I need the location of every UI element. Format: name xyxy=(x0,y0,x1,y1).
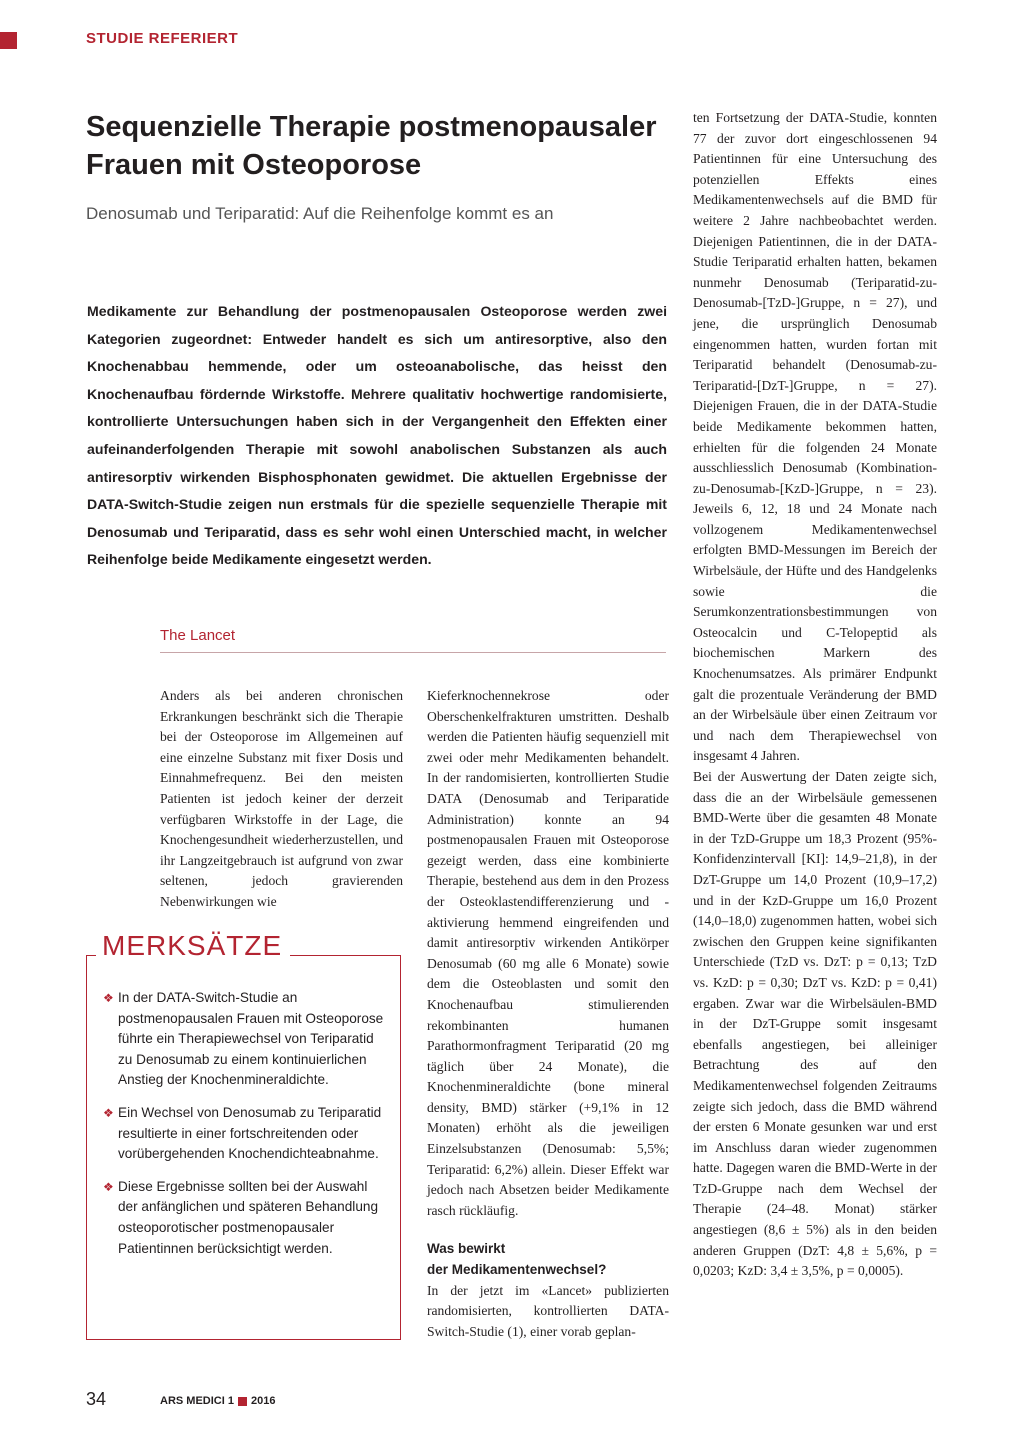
diamond-bullet-icon: ❖ xyxy=(103,991,114,1005)
body-paragraph: Bei der Auswertung der Daten zeigte sich, dass die an der Wirbelsäule gemessenen BMD-Werte über die gesamten 48 Monate in der TzD-Gruppe um 18,3 Prozent (95%-Konfidenzintervall [KI]: 14,9–21,8), in der DzT-Gruppe um 14,0 Prozent (10,9–17,2) und in der KzD-Gruppe um 16,0 Prozent (14,0–18,0) zugenommen hatten, wobei sich zwischen den Gruppen keine signifikanten Unterschiede (TzD vs. DzT: p = 0,13; TzD vs. KzD: p = 0,30; DzT vs. KzD: p = 0,41) ergaben. Zwar war die Wirbelsäulen-BMD in der DzT-Gruppe somit insgesamt ebenfalls angestiegen, bei alleiniger Betrachtung des auf den Medikamentenwechsel folgenden Zeitraums zeigte sich jedoch, dass die BMD während der ersten 6 Monate gesunken war und erst im Anschluss daran wieder zugenommen hatte. Dagegen waren die BMD-Werte in der TzD-Gruppe nach dem Wechsel der Therapie (24–48. Monat) stärker angestiegen (8,6 ± 5%) als in den beiden anderen Gruppen (DzT: 4,8 ± 5,6%, p = 0,0203; KzD: 3,4 ± 3,5%, p = 0,0005). xyxy=(693,769,937,1279)
body-paragraph: Anders als bei anderen chronischen Erkrankungen beschränkt sich die Therapie bei der Osteoporose im Allgemeinen auf eine einzelne Substanz mit fixer Dosis und Einnahmefrequenz. Bei den meisten Patienten ist jedoch keiner der derzeit verfügbaren Wirkstoffe in der Lage, die Knochengesundheit wiederherzustellen, und ihr Langzeitgebrauch ist aufgrund von zwar seltenen, jedoch gravierenden Nebenwirkungen wie xyxy=(160,688,403,909)
article-lead: Medikamente zur Behandlung der postmenopausalen Osteoporose werden zwei Kategorien zugeordnet: Entweder handelt es sich um antiresorptive, also den Knochenabbau hemmende, oder um osteoanabolische, das heisst den Knochenaufbau fördernde Wirkstoffe. Mehrere qualitativ hochwertige randomisierte, kontrollierte Untersuchungen haben sich in der Vergangenheit den Effekten einer aufeinanderfolgenden Therapie mit sowohl anabolischen Substanzen als auch antiresorptiv wirkenden Bisphosphonaten gewidmet. Die aktuellen Ergebnisse der DATA-Switch-Studie zeigen nun erstmals für die spezielle sequenzielle Therapie mit Denosumab und Teriparatid, dass es sehr wohl einen Unterschied macht, in welcher Reihenfolge beide Medikamente eingesetzt werden. xyxy=(87,303,667,568)
merksaetze-item-text: Ein Wechsel von Denosumab zu Teriparatid resultierte in einer fortschreitenden oder vorübergehenden Knochendichteabnahme. xyxy=(118,1104,382,1162)
merksaetze-title: MERKSÄTZE xyxy=(96,928,290,964)
section-label: STUDIE REFERIERT xyxy=(86,30,239,47)
body-column-1 xyxy=(160,686,403,913)
body-paragraph: Kieferknochennekrose oder Oberschenkelfrakturen umstritten. Deshalb werden die Patienten häufig sequenziell mit zwei oder mehr Medikamenten behandelt. In der randomisierten, kontrollierten Studie DATA (Denosumab and Teriparatide Administration) konnte an 94 postmenopausalen Frauen mit Osteoporose gezeigt werden, dass eine kombinierte Therapie, bestehend aus dem in den Prozess der Osteoklastendifferenzierung und -aktivierung hemmend eingreifenden und damit antiresorptiv wirkenden Antikörper Denosumab (60 mg alle 6 Monate) sowie dem die Osteoblasten und somit den Knochenaufbau stimulierenden rekombinanten humanen Parathormonfragment Teriparatid (20 mg täglich über 24 Monate), die Knochenmineraldichte (bone mineral density, BMD) stärker (+9,1% in 12 Monaten) erhöht als die jeweiligen Einzelsubstanzen (Denosumab: 5,5%; Teriparatid: 6,2%) allein. Dieser Effekt war jedoch nach Absetzen beider Medikamente rasch rückläufig. xyxy=(427,688,669,1218)
body-column-2 xyxy=(427,686,669,1342)
merksaetze-item-text: In der DATA-Switch-Studie an postmenopausalen Frauen mit Osteoporose führte ein Therapiewechsel von Teriparatid zu Denosumab zu einem kontinuierlichen Anstieg der Knochenmineraldichte. xyxy=(118,990,384,1088)
merksaetze-item xyxy=(103,1177,386,1259)
article-title: Sequenzielle Therapie postmenopausaler Frauen mit Osteoporose xyxy=(86,111,657,181)
subheading-line: der Medikamentenwechsel? xyxy=(427,1262,607,1278)
article-source: The Lancet xyxy=(160,627,666,653)
diamond-bullet-icon: ❖ xyxy=(103,1179,114,1194)
body-paragraph: ten Fortsetzung der DATA-Studie, konnten 77 der zuvor dort eingeschlossenen 94 Patientinnen für eine Untersuchung des potenziellen Effekts eines Medikamentenwechsels auf die BMD für weitere 2 Jahre nachbeobachtet werden. Diejenigen Patientinnen, die in der DATA-Studie Teriparatid erhalten hatten, bekamen nunmehr Denosumab (Teriparatid-zu-Denosumab-[TzD-]Gruppe, n = 27), und jene, die ursprünglich Denosumab eingenommen hatten, wurden fortan mit Teriparatid behandelt (Denosumab-zu-Teriparatid-[DzT-]Gruppe, n = 27). Diejenigen Frauen, die in der DATA-Studie beide Medikamente bekommen hatten, erhielten für die folgenden 24 Monate ausschliesslich Denosumab (Kombination-zu-Denosumab-[KzD-]Gruppe, n = 23). Jeweils 6, 12, 18 und 24 Monate nach vollzogenem Medikamentenwechsel erfolgten BMD-Messungen im Bereich der Wirbelsäule, der Hüfte und des Handgelenks sowie die Serumkonzentrationsbestimmungen von Osteocalcin und C-Telopeptid als biochemischen Markern des Knochenumsatzes. Als primärer Endpunkt galt die prozentuale Veränderung der BMD an der Wirbelsäule über einen Zeitraum vor und nach dem Therapiewechsel von insgesamt 4 Jahren. xyxy=(693,110,937,764)
footer-square-icon xyxy=(238,1397,247,1406)
merksaetze-item xyxy=(103,1103,386,1165)
body-paragraph: In der jetzt im «Lancet» publizierten randomisierten, kontrollierten DATA-Switch-Studie (1), einer vorab geplan- xyxy=(427,1282,669,1339)
diamond-bullet-icon: ❖ xyxy=(103,1105,114,1120)
journal-name: ARS MEDICI 1 xyxy=(160,1395,234,1407)
merksaetze-item xyxy=(103,988,386,1091)
journal-year: 2016 xyxy=(250,1395,276,1407)
subheading-line: Was bewirkt xyxy=(427,1241,506,1257)
journal-footer xyxy=(160,1395,275,1407)
merksaetze-item-text: Diese Ergebnisse sollten bei der Auswahl der anfänglichen und späteren Behandlung osteoporotischer postmenopausaler Patientinnen berücksichtigt werden. xyxy=(118,1178,379,1256)
body-column-3 xyxy=(693,108,937,1282)
section-marker-square xyxy=(0,32,17,49)
page-number: 34 xyxy=(86,1389,107,1409)
section-subheading xyxy=(427,1239,669,1280)
merksaetze-list xyxy=(103,988,386,1271)
article-subtitle: Denosumab und Teriparatid: Auf die Reihenfolge kommt es an xyxy=(86,204,554,223)
